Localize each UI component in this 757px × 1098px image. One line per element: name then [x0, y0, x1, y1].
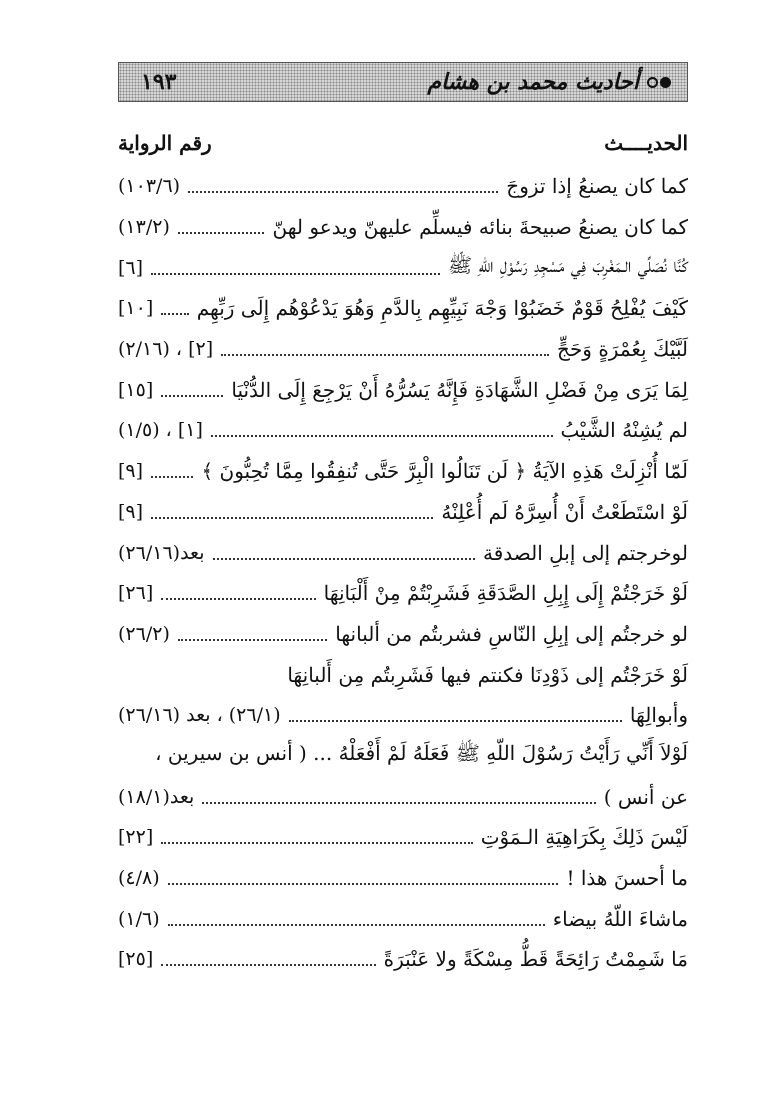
index-entry — [118, 207, 688, 248]
dot-leader — [161, 395, 223, 397]
index-entry — [118, 410, 688, 451]
entry-text: لَبَّيْكَ بِعُمْرَةٍ وَحَجٍّ — [557, 337, 688, 362]
index-entry — [118, 532, 688, 573]
entry-text: لَوْ خَرَجْتُم إلى ذَوْدِنَا فكنتم فيها فَشَرِبتُم مِن أَلبانِهَا — [287, 662, 688, 687]
index-entry — [118, 166, 688, 207]
entry-ref: [٢٦] — [118, 582, 154, 605]
entry-ref: [١٠] — [118, 297, 154, 320]
dot-leader — [168, 924, 545, 926]
heading-narration-number: رقم الرواية — [118, 131, 212, 155]
index-entry — [118, 695, 688, 736]
heading-hadith: الحديــــث — [604, 131, 688, 155]
index-entry — [118, 369, 688, 410]
entry-ref: [١٥] — [118, 378, 154, 401]
index-entry — [118, 736, 688, 777]
index-entry — [118, 492, 688, 533]
entry-ref: [٢] ، (٢/١٦) — [118, 338, 214, 361]
entry-text: لم يُشِنْهُ الشَّيْبُ — [560, 418, 688, 443]
entry-text: لَوْ خَرَجْتُمْ إِلَى إِبِلِ الصَّدَقَةِ فَشَرِبْتُمْ مِنْ أَلْبَانِهَا — [323, 581, 688, 606]
entry-text: لَيْسَ ذَلِكَ بِكَرَاهِيَةِ الـمَوْتِ — [480, 825, 688, 850]
dot-leader — [221, 354, 549, 356]
entry-text: عن أنس ) — [603, 784, 688, 809]
entry-text: كَيْفَ يُفْلِحُ قَوْمٌ خَضَبُوْا وَجْهَ نَبِيِّهِم بِالدَّمِ وَهُوَ يَدْعُوْهُم إِلَى رَبِّهِم — [196, 296, 688, 321]
entry-ref: بعد(١٨/١) — [118, 785, 195, 808]
dot-leader — [161, 313, 188, 315]
entry-text: كُنَّا نُصَلِّي الـمَغْرِبَ فِي مَسْجِدِ رَسُوْلِ اللّهِ ﷺ — [448, 253, 688, 278]
entry-text: لوخرجتم إلى إبلِ الصدقة — [483, 540, 688, 565]
entry-text: مَا شَمِمْتُ رَائِحَةً قَطُّ مِسْكَةً ولا عَنْبَرَةً — [383, 947, 688, 972]
dot-leader — [289, 720, 622, 722]
dot-leader — [211, 435, 553, 437]
index-entry — [118, 939, 688, 980]
index-entry — [118, 288, 688, 329]
entry-ref: [٩] — [118, 500, 144, 523]
entry-text: لَوْلاَ أَنِّي رَأَيْتُ رَسُوْلَ اللّهِ ﷺ فَعَلَهُ لَمْ أَفْعَلْهُ ... ( أنس بن سيرين ، — [155, 741, 688, 766]
page-number: ١٩٣ — [141, 69, 177, 95]
dot-leader — [151, 273, 440, 275]
index-entry — [118, 247, 688, 288]
entry-ref: (١٣/٢) — [118, 216, 170, 239]
dot-leader — [188, 191, 498, 193]
ornament-icon — [647, 77, 671, 88]
entry-ref: [٩] — [118, 460, 144, 483]
entry-ref: (١/٦) — [118, 907, 160, 930]
entry-ref: (٤/٨) — [118, 867, 160, 890]
dot-leader — [151, 517, 433, 519]
entry-text: كما كان يصنعُ صبيحةَ بنائه فيسلِّم عليهنّ ويدعو لهنّ — [272, 215, 688, 240]
dot-leader — [161, 598, 315, 600]
entry-ref: (٢٦/١) ، بعد (٢٦/١٦) — [118, 704, 281, 727]
entry-text: لَوْ اسْتَطَعْتُ أَنْ أُسِرَّهُ لَم أُعْلِنْهُ — [441, 499, 688, 524]
index-entry — [118, 614, 688, 655]
entry-ref: [٢٢] — [118, 826, 154, 849]
running-title — [427, 69, 671, 95]
index-entry — [118, 654, 688, 695]
running-header — [118, 62, 688, 102]
column-headings — [118, 126, 688, 160]
index-entry — [118, 858, 688, 899]
dot-leader — [178, 232, 265, 234]
entry-text: لو خرجتُم إلى إبِلِ النّاسِ فشربتُم من ألبانها — [335, 621, 688, 646]
dot-leader — [161, 964, 375, 966]
entry-ref: [٦] — [118, 256, 144, 279]
entry-text: ما أحسنَ هذا ! — [566, 866, 688, 891]
entry-text: لَمّا أُنْزِلَتْ هَذِهِ الآيَةُ ﴿ لَن تَنَالُوا الْبِرَّ حَتَّى تُنفِقُوا مِمَّا تُحِبُّونَ ﴾ — [201, 459, 688, 484]
dot-leader — [161, 842, 472, 844]
dot-leader — [213, 558, 476, 560]
entry-ref: [١] ، (١/٥) — [118, 419, 203, 442]
dot-leader — [178, 639, 327, 641]
index-entry — [118, 329, 688, 370]
dot-leader — [168, 883, 559, 885]
entry-ref: (١٠٣/٦) — [118, 175, 181, 198]
entry-text: ماشاءَ اللّهُ بيضاء — [552, 906, 688, 931]
entry-text: لِمَا يَرَى مِنْ فَضْلِ الشَّهَادَةِ فَإِنَّهُ يَسُرُّهُ أَنْ يَرْجِعَ إِلَى الدُّنْيَا — [231, 377, 688, 402]
entry-text: وأبوالِهَا — [629, 703, 688, 728]
index-list — [118, 166, 688, 980]
index-entry — [118, 573, 688, 614]
entry-ref: (٢٦/٢) — [118, 622, 170, 645]
entry-ref: [٢٥] — [118, 948, 154, 971]
index-entry — [118, 898, 688, 939]
dot-leader — [202, 802, 595, 804]
index-entry — [118, 817, 688, 858]
index-entry — [118, 451, 688, 492]
entry-ref: بعد(٢٦/١٦) — [118, 541, 205, 564]
entry-text: كما كان يصنعُ إذا تزوجَ — [506, 174, 688, 199]
index-entry — [118, 776, 688, 817]
dot-leader — [151, 476, 193, 478]
running-title-text: أحاديث محمد بن هشام — [427, 69, 639, 95]
